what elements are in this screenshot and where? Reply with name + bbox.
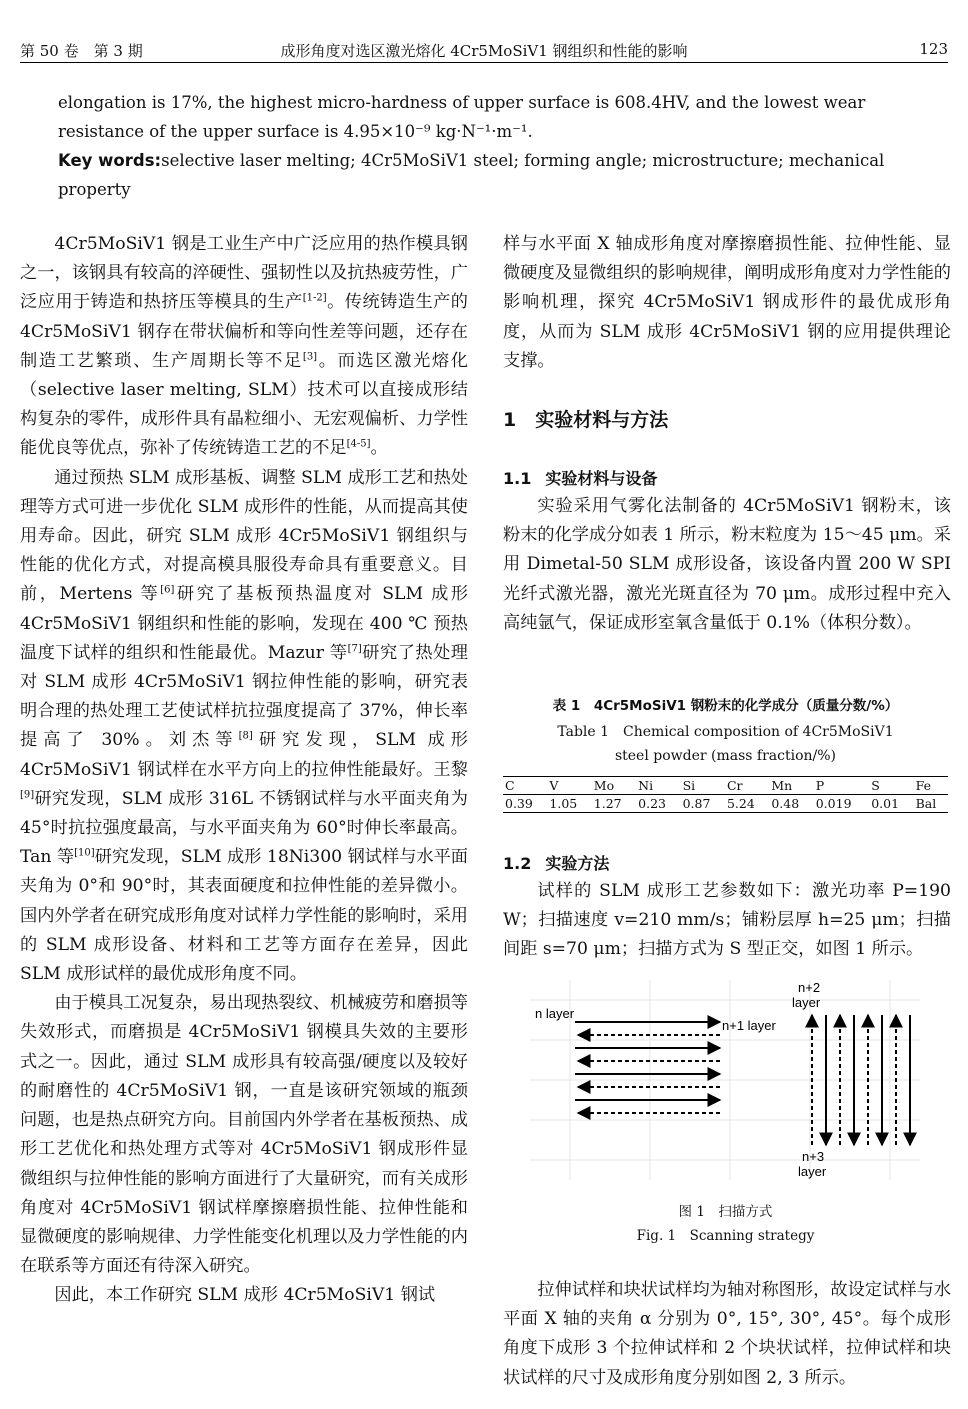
label-n2: n+2 [798,980,821,995]
paragraph-intro [20,230,468,464]
citation: [7] [347,643,362,655]
citation: [8] [238,730,253,742]
page-number: 123 [919,40,948,58]
section-title: 实验材料与方法 [535,409,669,431]
table-header-cell: Si [682,778,696,793]
table-header-cell: V [549,778,559,793]
paragraph-materials: 实验采用气雾化法制备的 4Cr5MoSiV1 钢粉末，该粉末的化学成分如表 1 所示，粉末粒度为 15～45 μm。采用 Dimetal-50 SLM 成形设备，该设备内置 200 W SPI 光纤式激光器，激光光斑直径为 70 μm。成形过程中充入高纯氩气，保证成形室氧含量低于 0.1%（体积分数）。 [503,496,951,633]
composition-table [503,776,948,813]
citation: [4-5] [346,438,371,450]
subsection-number: 1.2 [503,854,532,873]
keywords-text: selective laser melting; 4Cr5MoSiV1 steel; forming angle; microstructure; mechanical property [58,151,885,199]
subsection-title: 实验方法 [545,854,610,873]
label-n3: n+3 [802,1149,825,1164]
right-column-top [503,230,951,376]
citation: [6] [160,584,175,596]
label-n3-layer: layer [798,1164,827,1179]
text-run: 通过预热 SLM 成形基板、调整 SLM 成形工艺和热处理等方式可进一步优化 SLM 成形件的性能，从而提高其使用寿命。因此，研究 SLM 成形 4Cr5MoSiV1 钢组织与性能的优化方式，对提高模具服役寿命具有重要意义。目前，Mertens 等 [20,467,468,605]
paragraph-aim-start: 因此，本工作研究 SLM 成形 4Cr5MoSiV1 钢试 [54,1285,436,1306]
subsection-heading-1-1 [503,466,671,489]
label-n-layer: n layer [535,1006,575,1021]
scanning-strategy-figure [530,980,920,1180]
table-header-cell: Ni [638,778,654,793]
table-header-cell: C [505,778,515,793]
table-header-cell: Mn [771,778,793,793]
label-n2-layer: layer [792,995,821,1010]
paragraph-aim-continued: 样与水平面 X 轴成形角度对摩擦磨损性能、拉伸性能、显微硬度及显微组织的影响规律，阐明成形角度对力学性能的影响机理，探究 4Cr5MoSiV1 钢成形件的最优成形角度，从而为 SLM 成形 4Cr5MoSiV1 钢的应用提供理论支撑。 [503,234,951,371]
table-caption-en-line1: Table 1 Chemical composition of 4Cr5MoSiV1 [557,724,894,740]
subsection-heading-1-2 [503,851,623,874]
text-run: 研究发现，SLM 成形 18Ni300 钢试样与水平面夹角为 0°和 90°时，其表面硬度和拉伸性能的差异微小。国内外学者在研究成形角度对试样力学性能的影响时，采用的 SLM 成形设备、材料和工艺等方面存在差异，因此 SLM 成形试样的最优成形角度不同。 [20,847,468,985]
materials-paragraph-wrap [503,492,951,638]
table-header-row [503,777,948,795]
table-row [503,795,948,813]
table-header-cell: Cr [726,778,743,793]
table-cell: Bal [915,796,937,811]
citation: [9] [20,789,35,801]
journal-volume: 第 50 卷 第 3 期 [20,42,143,60]
table-caption-en-line2: steel powder (mass fraction/%) [614,748,837,764]
paragraph-method: 试样的 SLM 成形工艺参数如下：激光功率 P=190 W；扫描速度 v=210 mm/s；铺粉层厚 h=25 μm；扫描间距 s=70 μm；扫描方式为 S 型正交，如图 1 所示。 [503,881,951,960]
running-header [20,36,948,63]
paragraph-specimens: 拉伸试样和块状试样均为轴对称图形，故设定试样与水平面 X 轴的夹角 α 分别为 0°, 15°, 30°, 45°。每个成形角度下成形 3 个拉伸试样和 2 个块状试样，拉伸试样和块状试样的尺寸及成形角度分别如图 2, 3 所示。 [503,1280,951,1388]
left-column [20,230,468,1311]
keywords-label: Key words: [58,151,162,170]
text-run: 研究发现，SLM 成形 4Cr5MoSiV1 钢试样在水平方向上的拉伸性能最好。王黎 [20,730,468,780]
text-run: 4Cr5MoSiV1 钢是工业生产中广泛应用的热作模具钢之一，该钢具有较高的淬硬性、强韧性以及抗热疲劳性，广泛应用于铸造和热挤压等模具的生产 [20,234,468,313]
table-header-cell: Fe [915,778,931,793]
table-header-cell: S [871,778,880,793]
table-cell: 5.24 [726,796,755,811]
section-heading-1 [503,405,668,432]
subsection-number: 1.1 [503,469,532,488]
text-run: 研究了热处理对 SLM 成形 4Cr5MoSiV1 钢拉伸性能的影响，研究表明合理的热处理工艺使试样抗拉强度提高了 37%，伸长率提高了 30%。刘杰等 [20,642,468,751]
table-cell: 1.05 [549,796,578,811]
citation: [3] [302,351,318,363]
method-paragraph-wrap [503,877,951,965]
label-n1-layer: n+1 layer [722,1018,776,1033]
figure-caption-en: Fig. 1 Scanning strategy [636,1228,815,1244]
figure-caption-zh: 图 1 扫描方式 [678,1204,773,1220]
table-cell: 0.39 [505,796,533,811]
paragraph-motivation: 由于模具工况复杂，易出现热裂纹、机械疲劳和磨损等失效形式，而磨损是 4Cr5MoSiV1 钢模具失效的主要形式之一。因此，通过 SLM 成形具有较高强/硬度以及较好的耐磨性的 4Cr5MoSiV1 钢，一直是该研究领域的瓶颈问题，也是热点研究方向。目前国内外学者在基板预热、成形工艺优化和热处理方式等对 4Cr5MoSiV1 钢成形件显微组织与拉伸性能的影响方面进行了大量研究，而有关成形角度对 4Cr5MoSiV1 钢试样摩擦磨损性能、拉伸性能和显微硬度的影响规律、力学性能变化机理以及力学性能的内在联系等方面还有待深入研究。 [20,993,468,1277]
citation: [10] [74,847,95,859]
table-cell: 0.87 [682,796,711,811]
paragraph-review [20,464,468,990]
table-cell: 1.27 [593,796,622,811]
subsection-title: 实验材料与设备 [545,469,658,488]
text-run: 研究发现，SLM 成形 316L 不锈钢试样与水平面夹角为 45°时抗拉强度最高，与水平面夹角为 60°时伸长率最高。Tan 等 [20,788,468,868]
abstract-tail [58,88,918,204]
last-paragraph-wrap [503,1276,951,1393]
table-cell: 0.23 [638,796,667,811]
table-cell: 0.48 [771,796,800,811]
text-run: 。而选区激光熔化（selective laser melting, SLM）技术可以直接成形结构复杂的零件，成形件具有晶粒细小、无宏观偏析、力学性能优良等优点，弥补了传统铸造工艺的不足 [20,350,468,459]
section-number: 1 [503,409,517,431]
keywords [58,146,918,204]
article-running-title: 成形角度对选区激光熔化 4Cr5MoSiV1 钢组织和性能的影响 [280,42,688,60]
figure-grid [530,980,920,1180]
abstract-text: elongation is 17%, the highest micro-hardness of upper surface is 608.4HV, and the lowest wear resistance of the upper surface is 4.95×10⁻⁹ kg·N⁻¹·m⁻¹. [58,93,866,141]
citation: [1-2] [302,292,327,304]
table-caption-zh: 表 1 4Cr5MoSiV1 钢粉末的化学成分（质量分数/%） [552,698,899,714]
text-run: 。 [370,438,388,459]
table-cell: 0.01 [871,796,900,811]
table-header-cell: Mo [593,778,615,793]
text-run: 研究了基板预热温度对 SLM 成形 4Cr5MoSiV1 钢组织和性能的影响，发现在 400 ℃ 预热温度下试样的组织和性能最优。Mazur 等 [20,584,469,663]
table-header-cell: P [815,778,825,793]
text-run: 。传统铸造生产的 4Cr5MoSiV1 钢存在带状偏析和等向性差等问题，还存在制造工艺繁琐、生产周期长等不足 [20,292,468,371]
table-cell: 0.019 [815,796,852,811]
